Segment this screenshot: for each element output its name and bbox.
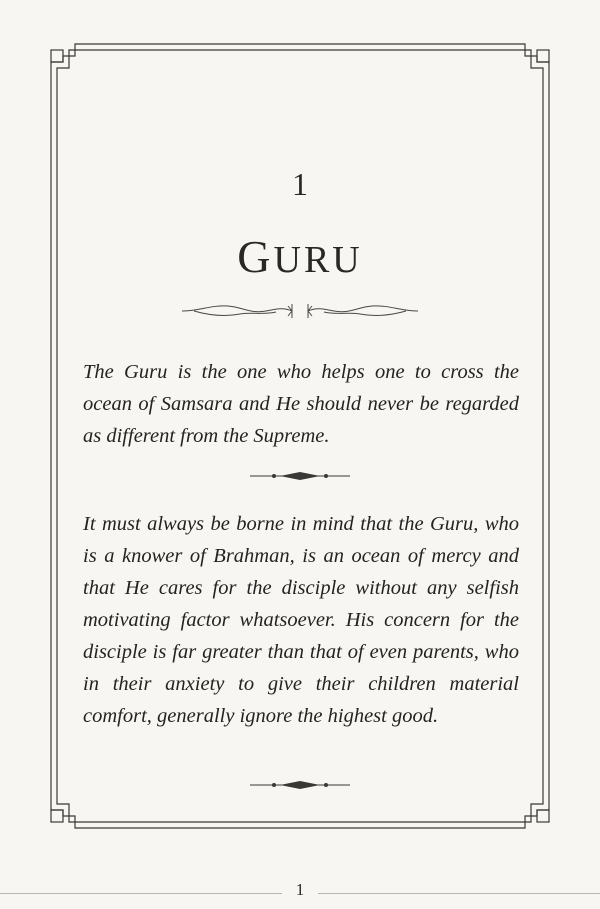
divider-ornament [250, 470, 350, 482]
chapter-title-initial: G [237, 231, 274, 282]
divider-ornament-bottom [250, 779, 350, 791]
flourish-ornament [180, 300, 420, 322]
chapter-number: 1 [292, 166, 308, 202]
passage-2: It must always be borne in mind that the Guru, who is a knower of Brahman, is an ocean of mercy and that He cares for the disciple without any selfish motivating factor whatsoever. His concern for the disciple is far greater than that of even parents, who in their anxiety to give their children material comfort, generally ignore the highest good. [83, 513, 519, 727]
footer-rule-right [318, 893, 600, 894]
chapter-title-rest: URU [273, 239, 363, 281]
chapter-title [0, 230, 600, 283]
passage-1: The Guru is the one who helps one to cross the ocean of Samsara and He should never be regarded as different from the Supreme. [83, 361, 519, 447]
page-number: 1 [295, 880, 305, 899]
